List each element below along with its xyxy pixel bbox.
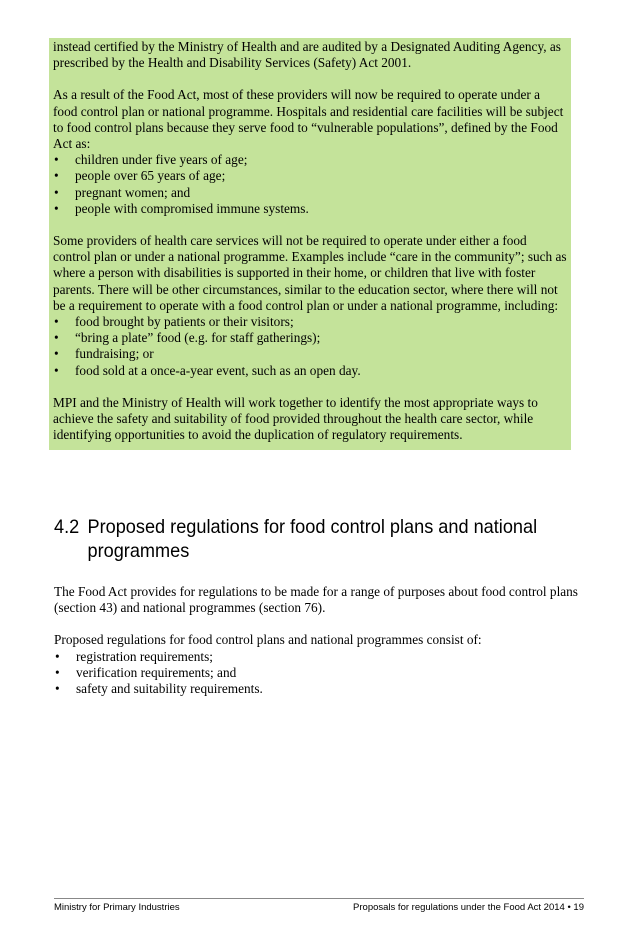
- bullet-icon: •: [54, 152, 59, 168]
- bullet-icon: •: [54, 330, 59, 346]
- list-item: • food brought by patients or their visitors;: [54, 314, 294, 330]
- bullet-icon: •: [54, 184, 59, 200]
- list-item: • fundraising; or: [54, 346, 154, 362]
- list-item: • safety and suitability requirements.: [55, 681, 263, 697]
- section-title-line-1: Proposed regulations for food control plans and national: [87, 516, 538, 538]
- bullet-icon: •: [54, 362, 59, 378]
- footer-left: Ministry for Primary Industries: [54, 902, 180, 913]
- list-item: • registration requirements;: [55, 648, 213, 664]
- section-body: [54, 584, 579, 697]
- box-paragraph-4: MPI and the Ministry of Health will work together to identify the most appropriate ways to achieve the safety and suitability of food provided throughout the health care sector, while identifying opportunities to avoid the duplication of regulatory requirements.: [53, 394, 538, 443]
- list-item: • food sold at a once-a-year event, such as an open day.: [54, 362, 361, 378]
- list-item: • children under five years of age;: [54, 152, 248, 168]
- list-item: • people with compromised immune systems.: [54, 200, 309, 216]
- footer-right: Proposals for regulations under the Food Act 2014 • 19: [353, 902, 584, 913]
- bullet-icon: •: [55, 648, 60, 664]
- bullet-icon: •: [54, 314, 59, 330]
- bullet-icon: •: [55, 664, 60, 680]
- box-paragraph-1: instead certified by the Ministry of Health and are audited by a Designated Auditing Agency, as prescribed by the Health and Disability Services (Safety) Act 2001.: [53, 39, 561, 71]
- section-paragraph-2: Proposed regulations for food control plans and national programmes consist of:: [54, 632, 482, 648]
- bullet-icon: •: [55, 681, 60, 697]
- section-heading: [54, 515, 538, 563]
- bullet-icon: •: [54, 168, 59, 184]
- bullet-icon: •: [54, 200, 59, 216]
- section-number: 4.2: [54, 516, 80, 538]
- section-title-line-2: programmes: [87, 540, 190, 562]
- highlight-box: [49, 38, 571, 450]
- section-paragraph-1: The Food Act provides for regulations to be made for a range of purposes about food control plans (section 43) and national programmes (section 76).: [54, 584, 578, 616]
- box-paragraph-2: As a result of the Food Act, most of these providers will now be required to operate under a food control plan or national programme. Hospitals and residential care facilities will be subject to food control plans because they serve food to “vulnerable populations”, defined by the Food Act as:: [53, 87, 564, 152]
- requirements-list: [54, 649, 579, 698]
- list-item: • pregnant women; and: [54, 184, 191, 200]
- box-paragraph-3: Some providers of health care services will not be required to operate under either a food control plan or under a national programme. Examples include “care in the community”; such as where a person with disabilities is supported in their home, or children that live with foster parents. There will be other circumstances, similar to the education sector, where there will not be a requirement to operate with a food control plan or under a national programme, including:: [53, 233, 567, 313]
- bullet-icon: •: [54, 346, 59, 362]
- vulnerable-populations-list: [49, 152, 571, 217]
- page-footer: [54, 898, 584, 913]
- list-item: • people over 65 years of age;: [54, 168, 226, 184]
- exemptions-list: [49, 314, 571, 379]
- list-item: • “bring a plate” food (e.g. for staff gatherings);: [54, 330, 321, 346]
- list-item: • verification requirements; and: [55, 664, 237, 680]
